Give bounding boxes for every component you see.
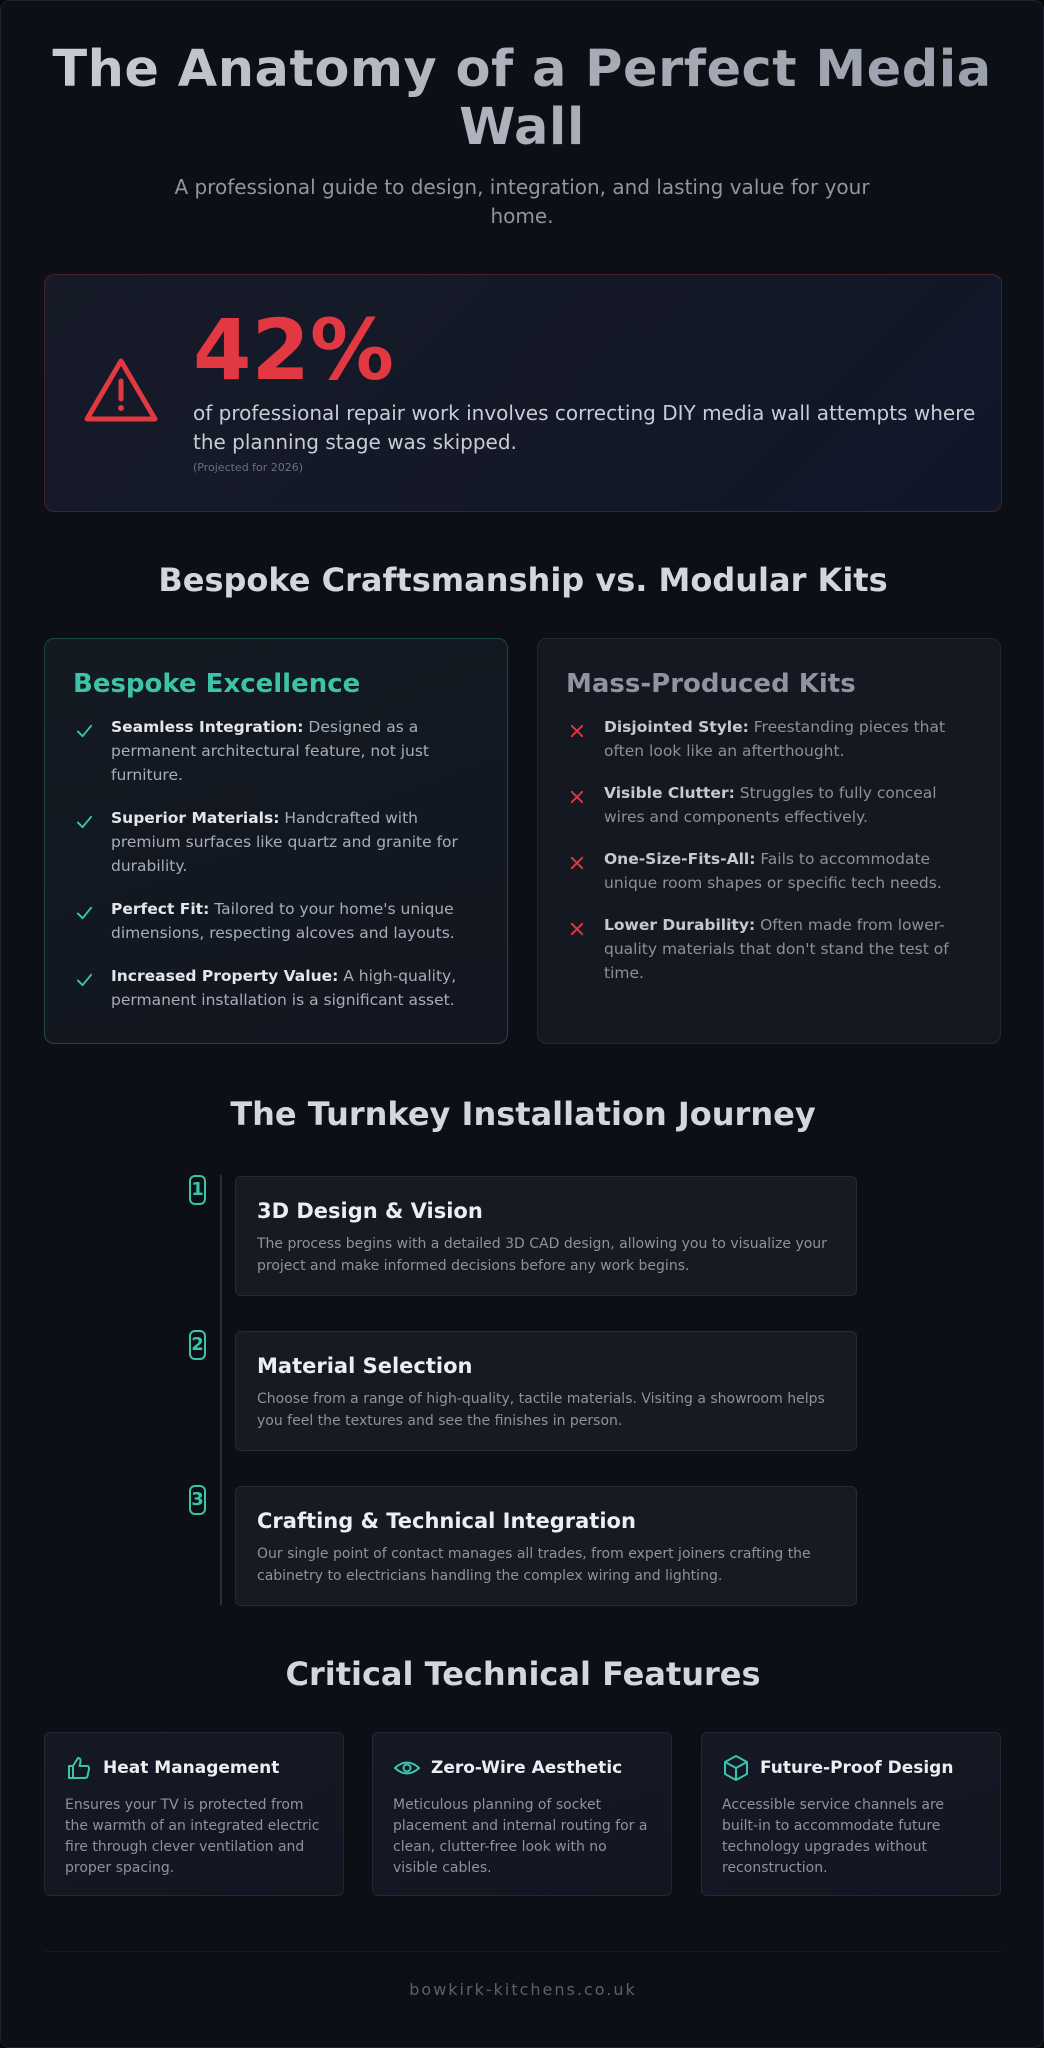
step-number-badge: 1 <box>189 1175 206 1205</box>
feature-header <box>65 1753 323 1783</box>
comparison-item-text: Tailored to your home's unique dimensions, respecting alcoves and layouts. <box>111 900 455 942</box>
step-card <box>235 1176 857 1296</box>
cross-icon <box>568 854 586 872</box>
feature-card <box>701 1732 1001 1896</box>
bespoke-heading: Bespoke Excellence <box>73 669 361 699</box>
step-description: Choose from a range of high-quality, tactile materials. Visiting a showroom helps you feel the textures and see the finishes in person. <box>257 1391 825 1429</box>
comparison-item <box>566 913 972 985</box>
kits-list <box>566 715 972 985</box>
comparison-item-label: Seamless Integration: <box>111 718 304 736</box>
comparison-item <box>73 715 479 787</box>
comparison-item-text: Struggles to fully conceal wires and components effectively. <box>604 784 937 826</box>
comparison-item-label: Perfect Fit: <box>111 900 210 918</box>
comparison-item-label: One-Size-Fits-All: <box>604 850 756 868</box>
step-card <box>235 1486 857 1606</box>
comparison-item-label: Increased Property Value: <box>111 967 339 985</box>
check-icon <box>75 971 93 989</box>
comparison-item <box>73 897 479 945</box>
page-title: The Anatomy of a Perfect Media Wall <box>42 41 1002 157</box>
comparison-item-label: Lower Durability: <box>604 916 756 934</box>
comparison-item <box>73 964 479 1012</box>
step-description: Our single point of contact manages all trades, from expert joiners crafting the cabinetry to electricians handling the complex wiring and lighting. <box>257 1546 811 1584</box>
comparison-item-text: A high-quality, permanent installation is a significant asset. <box>111 967 457 1009</box>
stat-callout <box>44 274 1002 512</box>
stat-value: 42% <box>193 301 395 399</box>
check-icon <box>75 813 93 831</box>
comparison-item <box>566 781 972 829</box>
comparison-item-label: Visible Clutter: <box>604 784 735 802</box>
stat-note: (Projected for 2026) <box>193 461 304 474</box>
feature-title: Zero-Wire Aesthetic <box>431 1758 623 1778</box>
comparison-item-text: Often made from lower-quality materials that don't stand the test of time. <box>604 916 949 982</box>
timeline-line <box>220 1175 222 1605</box>
feature-header <box>393 1753 651 1783</box>
comparison-item-label: Disjointed Style: <box>604 718 749 736</box>
feature-header <box>722 1753 980 1783</box>
feature-card <box>372 1732 672 1896</box>
step-number-badge: 3 <box>189 1485 206 1515</box>
page-subtitle: A professional guide to design, integration, and lasting value for your home. <box>174 175 870 228</box>
footer-divider <box>44 1951 1002 1952</box>
comparison-item-text: Designed as a permanent architectural feature, not just furniture. <box>111 718 429 784</box>
check-icon <box>75 722 93 740</box>
feature-card <box>44 1732 344 1896</box>
features-section-title: Critical Technical Features <box>285 1655 761 1693</box>
feature-description: Accessible service channels are built-in to accommodate future technology upgrades without reconstruction. <box>722 1797 945 1876</box>
step-title: 3D Design & Vision <box>257 1199 483 1223</box>
comparison-item-text: Fails to accommodate unique room shapes or specific tech needs. <box>604 850 942 892</box>
comparison-item-text: Freestanding pieces that often look like an afterthought. <box>604 718 946 760</box>
step-description: The process begins with a detailed 3D CAD design, allowing you to visualize your project and make informed decisions before any work begins. <box>257 1236 827 1274</box>
feature-title: Future-Proof Design <box>760 1758 954 1778</box>
thumbs-up-icon <box>65 1754 93 1782</box>
stat-description: of professional repair work involves correcting DIY media wall attempts where the planning stage was skipped. <box>193 401 976 454</box>
comparison-item <box>566 847 972 895</box>
eye-icon <box>393 1754 421 1782</box>
step-number-badge: 2 <box>189 1330 206 1360</box>
cross-icon <box>568 722 586 740</box>
step-title: Crafting & Technical Integration <box>257 1509 636 1533</box>
bespoke-card <box>44 638 508 1044</box>
check-icon <box>75 904 93 922</box>
feature-description: Meticulous planning of socket placement and internal routing for a clean, clutter-free look with no visible cables. <box>393 1797 648 1876</box>
comparison-item <box>566 715 972 763</box>
feature-title: Heat Management <box>103 1758 280 1778</box>
cube-icon <box>722 1754 750 1782</box>
comparison-item <box>73 806 479 878</box>
feature-description: Ensures your TV is protected from the warmth of an integrated electric fire through clever ventilation and proper spacing. <box>65 1797 320 1876</box>
step-card <box>235 1331 857 1451</box>
footer-link[interactable]: bowkirk-kitchens.co.uk <box>409 1980 637 1999</box>
cross-icon <box>568 920 586 938</box>
comparison-section-title: Bespoke Craftsmanship vs. Modular Kits <box>158 561 888 599</box>
page-header <box>1 1 1043 231</box>
step-title: Material Selection <box>257 1354 473 1378</box>
kits-card <box>537 638 1001 1044</box>
cross-icon <box>568 788 586 806</box>
comparison-item-text: Handcrafted with premium surfaces like quartz and granite for durability. <box>111 809 458 875</box>
warning-triangle-icon <box>81 355 161 427</box>
kits-heading: Mass-Produced Kits <box>566 669 856 699</box>
bespoke-list <box>73 715 479 1012</box>
comparison-item-label: Superior Materials: <box>111 809 280 827</box>
journey-section-title: The Turnkey Installation Journey <box>230 1095 816 1133</box>
